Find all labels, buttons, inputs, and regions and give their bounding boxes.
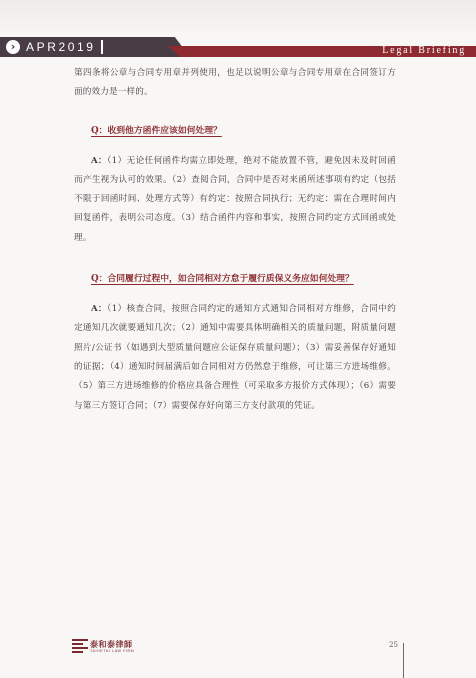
question-heading: Q：合同履行过程中，如合同相对方怠于履行质保义务应如何处理？	[91, 274, 354, 285]
question-heading: Q：收到他方函件应该如何处理？	[91, 125, 222, 136]
answer-label: A：	[91, 304, 108, 315]
answer-paragraph	[74, 300, 396, 416]
firm-logo-icon	[72, 638, 88, 654]
series-title: Legal Briefing	[382, 45, 466, 56]
answer-label: A：	[91, 155, 108, 166]
intro-paragraph: 第四条将公章与合同专用章并列使用，也足以说明公章与合同专用章在合同签订方面的效力是一样的。	[74, 68, 396, 98]
issue-date: APR2019	[26, 40, 96, 54]
answer-text: （1）无论任何函件均需立即处理，绝对不能放置不管，避免因未及时回函而产生视为认可的效果。（2）查阅合同，合同中是否对来函所述事项有约定（包括不限于回函时间、处理方式等）有约定：按照合同执行；无约定：需在合理时间内回复函件，表明公司态度。（3）结合函件内容和事实，按照合同约定方式回函或处理。	[74, 155, 397, 243]
scan-top-margin	[0, 0, 476, 30]
firm-name-cn: 泰和泰律師	[90, 638, 133, 649]
article-body	[74, 64, 396, 416]
issue-divider	[101, 40, 103, 54]
answer-text: （1）核查合同，按照合同约定的通知方式通知合同相对方维修，合同中约定通知几次就要通知几次；（2）通知中需要具体明确相关的质量问题，附质量问题照片/公证书（如遇到大型质量问题应公证保存质量问题）；（3）需妥善保存好通知的证据；（4）通知时间届满后如合同相对方仍然怠于维修，可让第三方进场维修。（5）第三方进场维修的价格应具备合理性（可采取多方报价方式体现）；（6）需要与第三方签订合同；（7）需要保存好向第三方支付款项的凭证。	[74, 304, 397, 411]
firm-logo	[72, 638, 134, 654]
answer-paragraph	[74, 152, 396, 248]
footer-rule	[403, 643, 404, 678]
chevron-right-icon: ›	[6, 40, 20, 54]
firm-name-en: TAIHETAI LAW FIRM	[90, 648, 135, 653]
page-header	[0, 37, 476, 57]
page-number: 25	[389, 641, 398, 649]
